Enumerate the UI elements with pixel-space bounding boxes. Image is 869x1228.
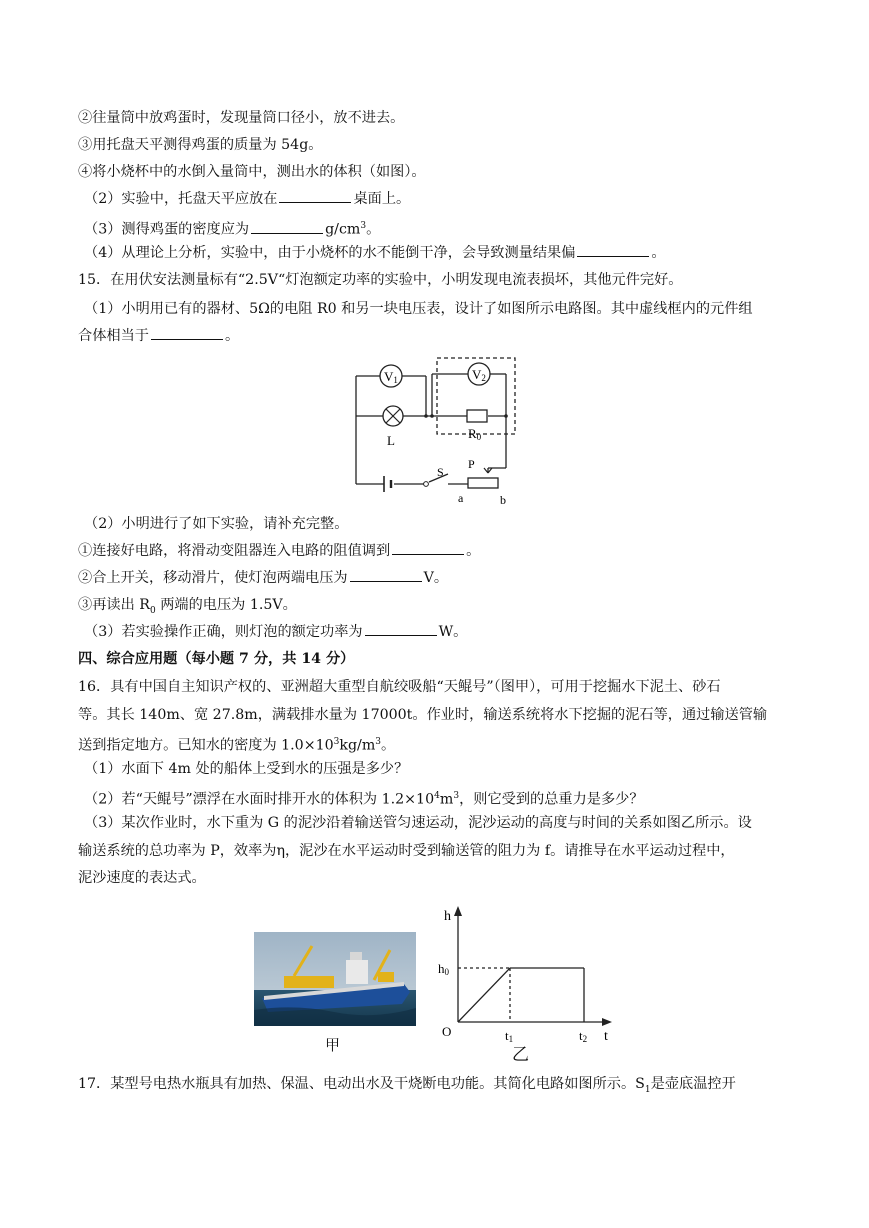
- x-axis-label: t: [604, 1029, 608, 1044]
- text-line: ④将小烧杯中的水倒入量筒中，测出水的体积（如图）。: [78, 164, 426, 180]
- text-line: 输送系统的总功率为 P，效率为η，泥沙在水平运动时受到输送管的阻力为 f。请推导在水平运动过程中，: [78, 843, 735, 859]
- ship-photo: [254, 932, 416, 1026]
- y-axis-label: h: [444, 909, 451, 924]
- voltmeter-v1-label: V1: [384, 369, 398, 385]
- lamp-label: L: [387, 433, 395, 448]
- answer-blank[interactable]: [350, 567, 422, 582]
- text-line: （2）若“天鲲号”漂浮在水面时排开水的体积为 $1.2\times 10^4m^3$，则它受到的总重力是多少？: [84, 791, 644, 808]
- height-time-graph: [436, 904, 616, 1056]
- text-line: （1）小明用已有的器材、5Ω的电阻 R0 和另一块电压表，设计了如图所示电路图。其中虚线框内的元件组: [84, 301, 753, 317]
- text-line: ③用托盘天平测得鸡蛋的质量为 54g。: [78, 137, 323, 153]
- terminal-a-label: a: [458, 491, 464, 505]
- question-16: 16．具有中国自主知识产权的、亚洲超大重型自航绞吸船“天鲲号”（图甲），可用于挖掘水下泥土、砂石: [78, 679, 721, 695]
- t1-label: t1: [505, 1028, 514, 1044]
- text-line: （4）从理论上分析，实验中，由于小烧杯的水不能倒干净，会导致测量结果偏 。: [84, 242, 666, 264]
- question-17: 17．某型号电热水瓶具有加热、保温、电动出水及干烧断电功能。其简化电路如图所示。$S_1$是壶底温控开: [78, 1076, 736, 1095]
- answer-blank[interactable]: [392, 540, 464, 555]
- text-line: 合体相当于 。: [78, 325, 239, 347]
- text-line: ②合上开关，移动滑片，使灯泡两端电压为 V。: [78, 567, 448, 589]
- text-line: （2）小明进行了如下实验，请补充完整。: [84, 516, 349, 532]
- figure-caption-jia: 甲: [325, 1036, 341, 1054]
- text-line: （3）测得鸡蛋的密度应为 $g/cm^3$。: [84, 215, 380, 241]
- text-line: （1）水面下 4m 处的船体上受到水的压强是多少？: [84, 761, 409, 777]
- terminal-b-label: b: [500, 493, 506, 507]
- switch-label: S: [437, 465, 444, 479]
- question-15: 15．在用伏安法测量标有“2.5V“灯泡额定功率的实验中，小明发现电流表损坏，其他元件完好。: [78, 272, 683, 288]
- text-line: ③再读出 $R_0$ 两端的电压为 1.5V。: [78, 597, 297, 616]
- resistor-r0-label: R0: [468, 426, 482, 442]
- answer-blank[interactable]: [279, 188, 351, 203]
- answer-blank[interactable]: [577, 242, 649, 257]
- answer-blank[interactable]: [151, 325, 223, 340]
- answer-blank[interactable]: [365, 621, 437, 636]
- text-line: 等。其长 140m、宽 27.8m，满载排水量为 17000t。作业时，输送系统将水下挖掘的泥石等，通过输送管输: [78, 707, 768, 723]
- origin-label: O: [442, 1024, 452, 1039]
- text-line: （3）某次作业时，水下重为 G 的泥沙沿着输送管匀速运动，泥沙运动的高度与时间的关系如图乙所示。设: [84, 815, 752, 831]
- answer-blank[interactable]: [251, 219, 323, 234]
- text-line: ②往量筒中放鸡蛋时，发现量筒口径小，放不进去。: [78, 110, 405, 126]
- h0-label: h0: [438, 961, 449, 977]
- text-line: （3）若实验操作正确，则灯泡的额定功率为 W。: [84, 621, 467, 643]
- slider-label: P: [468, 457, 475, 471]
- circuit-diagram: [340, 352, 530, 512]
- text-line: ①连接好电路，将滑动变阻器连入电路的阻值调到 。: [78, 540, 480, 562]
- voltmeter-v2-label: V2: [472, 367, 486, 383]
- t2-label: t2: [579, 1028, 588, 1044]
- section-heading: 四、综合应用题（每小题 7 分，共 14 分）: [78, 651, 355, 667]
- text-line: 送到指定地方。已知水的密度为 $1.0\times 10^3kg/m^3$。: [78, 737, 396, 754]
- text-line: （2）实验中，托盘天平应放在 桌面上。: [84, 188, 410, 210]
- text-line: 泥沙速度的表达式。: [78, 870, 206, 886]
- figure-caption-yi: 乙: [512, 1045, 529, 1065]
